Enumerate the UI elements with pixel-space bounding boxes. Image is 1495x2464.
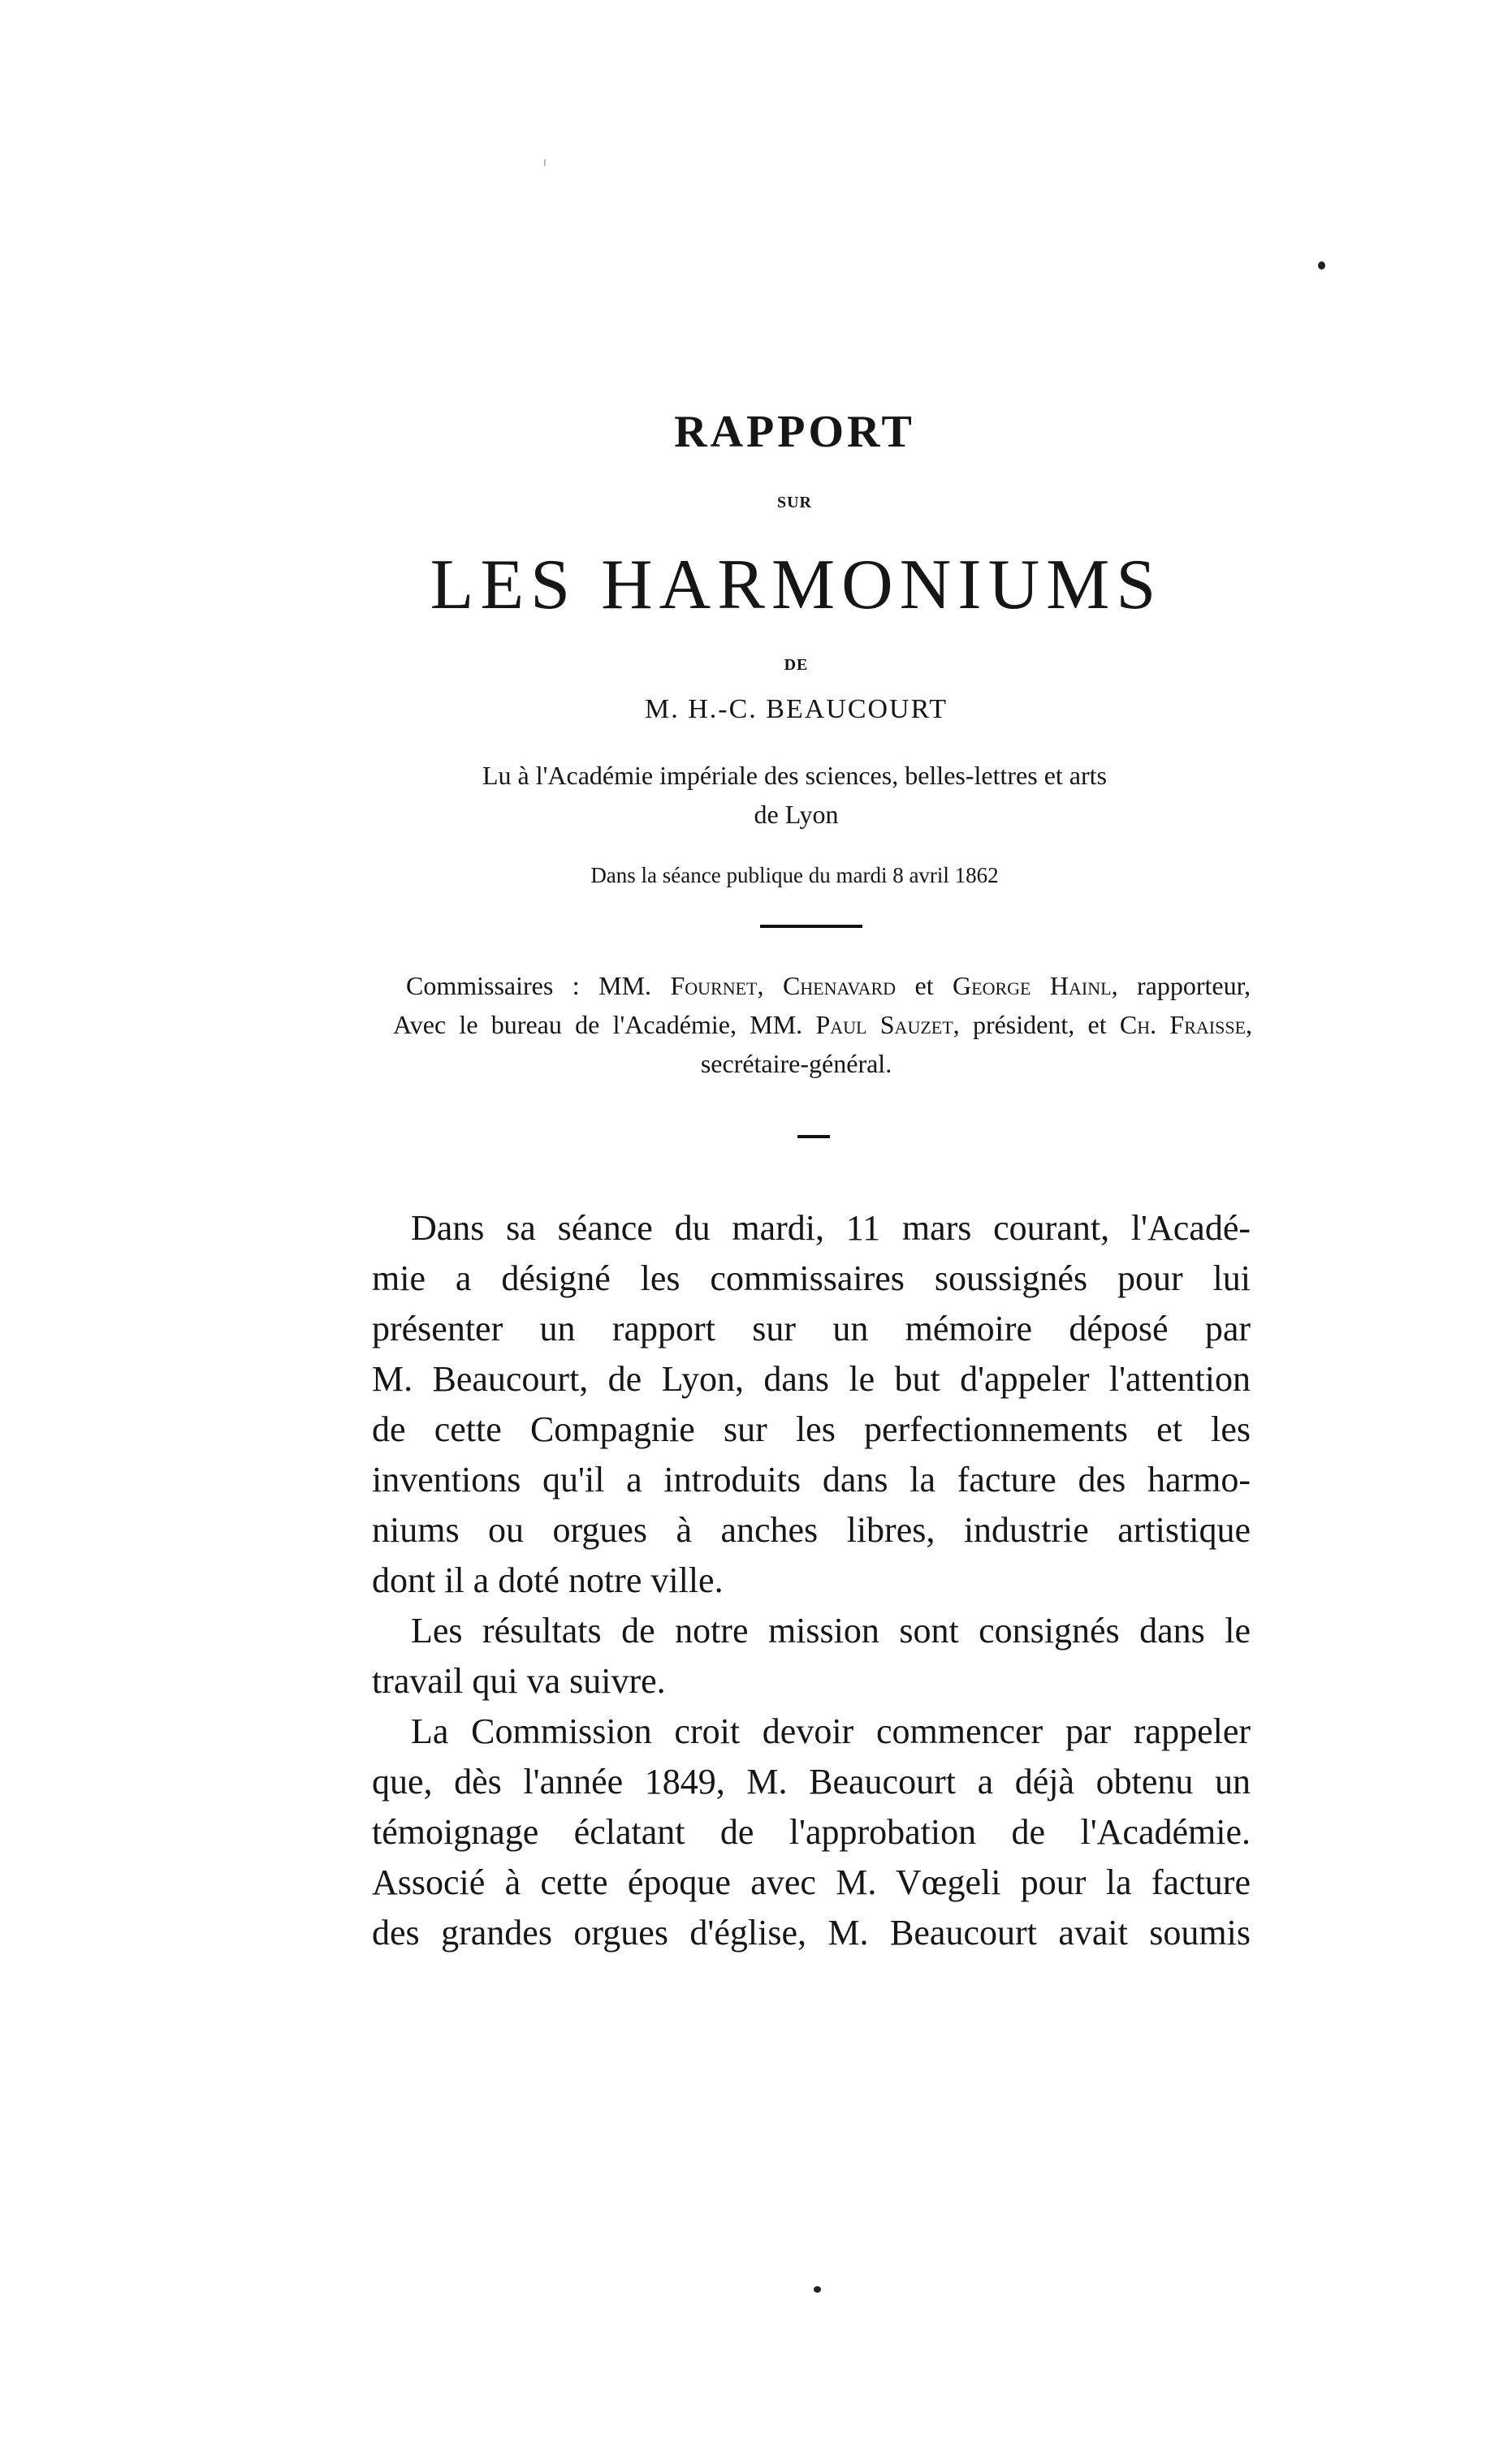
text-line: La Commission croit devoir commencer par rappeler xyxy=(411,1711,1251,1751)
text-line: présenter un rapport sur un mémoire déposé par xyxy=(372,1309,1251,1349)
body-paragraph-3 xyxy=(372,1707,1251,1958)
commissioners-line-1 xyxy=(406,971,1251,1001)
section-divider xyxy=(760,925,862,928)
officer-name: Ch. Fraisse xyxy=(1119,1010,1247,1039)
text-line: niums ou orgues à anches libres, industrie artistique xyxy=(372,1510,1251,1550)
text-line: témoignage éclatant de l'approbation de l'Académie. xyxy=(372,1812,1251,1852)
role-text: , président, et xyxy=(953,1010,1120,1039)
text-line: M. Beaucourt, de Lyon, dans le but d'appeler l'attention xyxy=(372,1359,1251,1399)
body-paragraph-2 xyxy=(372,1606,1251,1707)
text-line: Les résultats de notre mission sont consignés dans le xyxy=(411,1611,1251,1651)
text-line: de cette Compagnie sur les perfectionnements et les xyxy=(372,1409,1251,1449)
heading-connector-de: DE xyxy=(784,656,809,674)
text-line: Dans sa séance du mardi, 11 mars courant, l'Acadé- xyxy=(411,1208,1251,1248)
commissioners-label: Commissaires : MM. xyxy=(406,971,671,1000)
bureau-label: Avec le bureau de l'Académie, MM. xyxy=(393,1010,816,1039)
commissioner-name: George Hainl xyxy=(953,971,1112,1000)
commissioners-line-2 xyxy=(393,1010,1252,1040)
text-line: dont il a doté notre ville. xyxy=(372,1560,724,1600)
body-paragraph-1 xyxy=(372,1203,1251,1606)
main-title: LES HARMONIUMS xyxy=(430,546,1163,624)
separator: et xyxy=(896,971,953,1000)
role-text: , rapporteur, xyxy=(1111,971,1251,1000)
text-line: Associé à cette époque avec M. Vœgeli pour la facture xyxy=(372,1862,1251,1902)
author-name: M. H.-C. BEAUCOURT xyxy=(644,694,948,724)
officer-name: Paul Sauzet xyxy=(815,1010,953,1039)
separator: , xyxy=(1246,1010,1253,1039)
commissioners-line-3: secrétaire-général. xyxy=(700,1049,892,1078)
text-line: travail qui va suivre. xyxy=(372,1661,666,1701)
report-heading: RAPPORT xyxy=(674,407,915,457)
text-line: mie a désigné les commissaires soussignés pour lui xyxy=(372,1258,1251,1298)
text-line: des grandes orgues d'église, M. Beaucourt avait soumis xyxy=(372,1913,1251,1953)
session-date: Dans la séance publique du mardi 8 avril 1862 xyxy=(590,863,999,887)
text-line: que, dès l'année 1849, M. Beaucourt a déjà obtenu un xyxy=(372,1762,1251,1802)
commissioner-name: Fournet xyxy=(670,971,758,1000)
ink-speck xyxy=(814,2286,821,2293)
text-line: inventions qu'il a introduits dans la facture des harmo- xyxy=(372,1460,1251,1500)
ink-speck xyxy=(1318,261,1325,270)
section-divider-short xyxy=(797,1135,830,1138)
heading-connector-sur: SUR xyxy=(776,494,812,511)
reading-note-line-1: Lu à l'Académie impériale des sciences, belles-lettres et arts xyxy=(482,761,1107,790)
commissioner-name: Chenavard xyxy=(782,971,897,1000)
separator: , xyxy=(757,971,783,1000)
reading-note-line-2: de Lyon xyxy=(754,800,839,829)
ink-speck xyxy=(544,159,546,166)
